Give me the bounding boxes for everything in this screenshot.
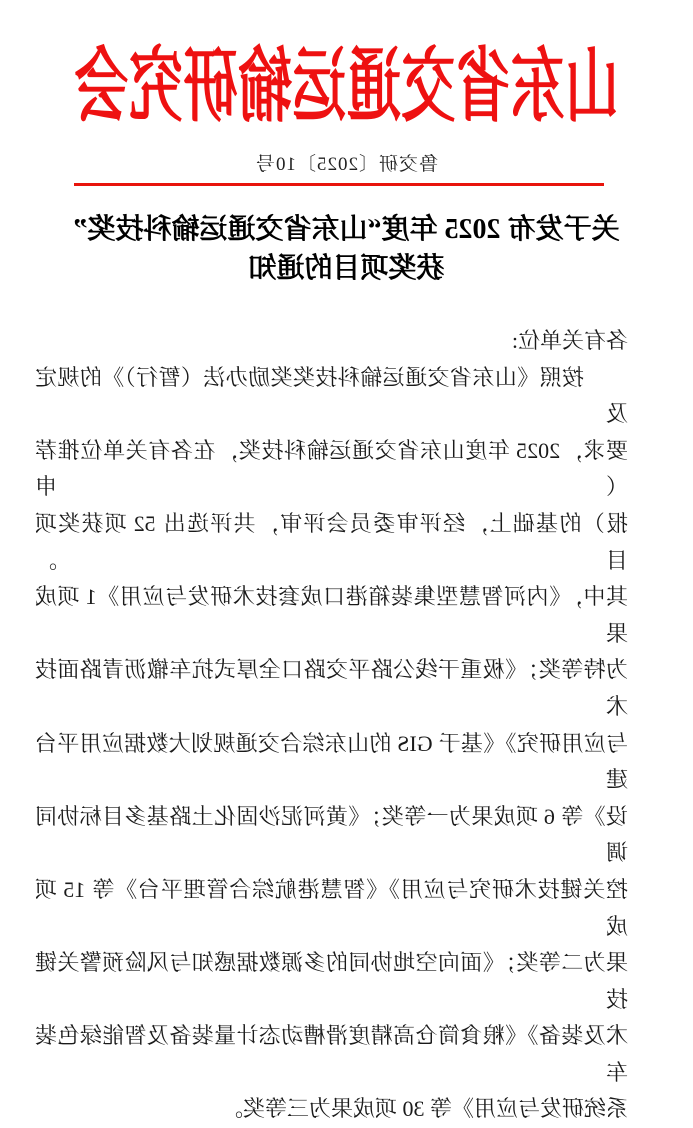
org-title-text: 山东省交通运输研究会 <box>74 41 619 132</box>
body-line: 要求，2025 年度山东省交通运输科技奖，在各有关单位推荐（申 <box>35 437 628 500</box>
header-divider <box>74 183 604 186</box>
body-line: 控关键技术研究与应用》《智慧港航综合管理平台》等 15 项成 <box>35 876 628 939</box>
body-line: 与应用研究》《基于 GIS 的山东综合交通规划大数据应用平台建 <box>35 730 628 793</box>
letterhead <box>0 41 693 132</box>
body-line: 按照《山东省交通运输科技奖奖励办法（暂行）》的规定及 <box>35 364 628 427</box>
body-line: 系统研发与应用》等 30 项成果为三等奖。 <box>220 1096 628 1122</box>
doc-number: 鲁交研〔2025〕10号 <box>255 154 439 175</box>
body-line: 设》等 6 项成果为一等奖；《黄河泥沙固化土路基多目标协同调 <box>35 803 628 866</box>
body-line: 术及装备》《粮食筒仓高精度滑槽动态计量装备及智能绿色装车 <box>35 1023 628 1085</box>
body-line: 其中，《内河智慧型集装箱港口成套技术研发与应用》1 项成果 <box>35 584 628 646</box>
salutation: 各有关单位: <box>511 328 628 353</box>
doc-title-line1: 关于发布 2025 年度“山东省交通运输科技奖” <box>73 214 620 245</box>
body-line: 报）的基础上，经评审委员会评审，共评选出 52 项获奖项目。 <box>35 510 628 573</box>
doc-title-line2: 获奖项目的通知 <box>248 253 445 284</box>
doc-title <box>0 210 693 288</box>
body-text <box>35 323 628 1128</box>
document-page <box>0 41 693 1122</box>
body-line: 果为二等奖；《面向空地协同的多源数据感知与风险预警关键技 <box>35 950 628 1012</box>
body-line: 为特等奖；《极重干线公路平交路口全厚式抗车辙沥青路面技术 <box>35 657 628 719</box>
